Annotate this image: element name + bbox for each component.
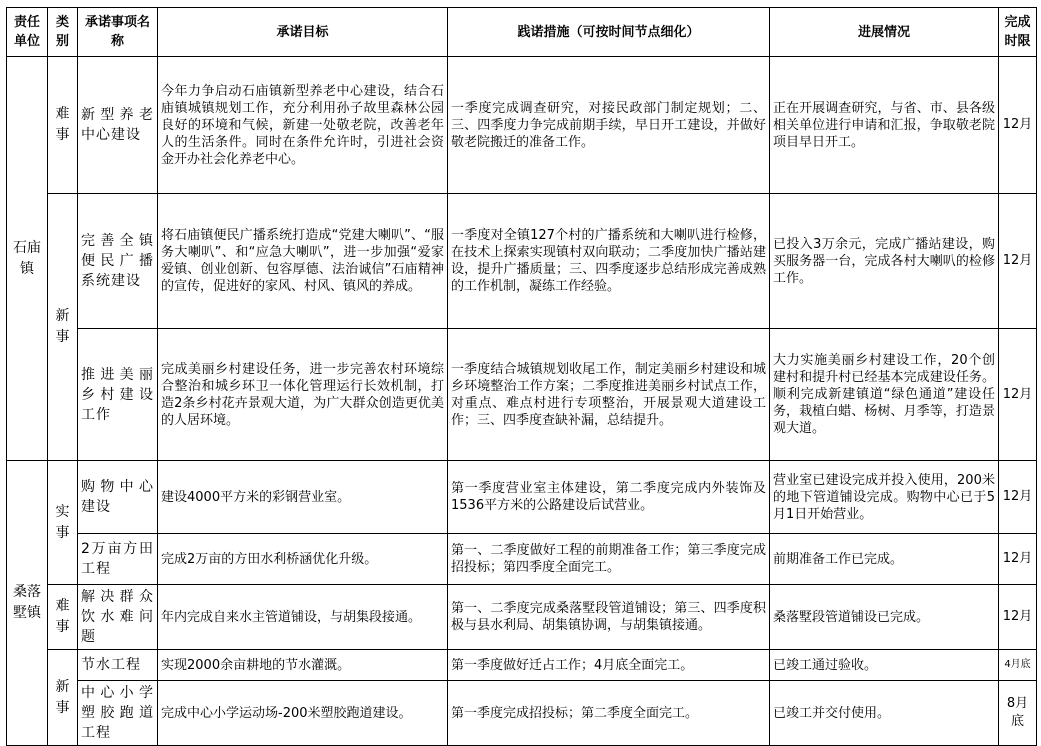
item-name: 中心小学塑胶跑道工程 [78, 681, 158, 746]
category-cell: 实事 [48, 461, 78, 585]
table-row [7, 585, 1037, 650]
measures-cell: 第一、二季度做好工程的前期准备工作；第三季度完成招投标；第四季度全面完工。 [448, 534, 770, 585]
header-measures: 践诺措施（可按时间节点细化） [448, 8, 770, 57]
header-goal: 承诺目标 [158, 8, 448, 57]
measures-cell: 一季度对全镇127个村的广播系统和大喇叭进行检修，在技术上探索实现镇村双向联动；二季度加快广播站建设，提升广播质量；三、四季度逐步总结形成完善成熟的工作机制，凝练工作经验。 [448, 194, 770, 329]
measures-cell: 第一季度完成招投标；第二季度全面完工。 [448, 681, 770, 746]
header-unit: 责任单位 [7, 8, 48, 57]
item-name: 新型养老中心建设 [78, 57, 158, 194]
category-cell: 难事 [48, 585, 78, 650]
category-cell: 难事 [48, 57, 78, 194]
item-name: 解决群众饮水难问题 [78, 585, 158, 650]
unit-cell: 桑落墅镇 [7, 461, 48, 746]
deadline-cell: 12月 [999, 329, 1037, 461]
measures-cell: 第一季度做好迁占工作；4月底全面完工。 [448, 650, 770, 681]
item-name: 推进美丽乡村建设工作 [78, 329, 158, 461]
goal-cell: 完成中心小学运动场-200米塑胶跑道建设。 [158, 681, 448, 746]
goal-cell: 年内完成自来水主管道铺设，与胡集段接通。 [158, 585, 448, 650]
measures-cell: 第一季度营业室主体建设，第二季度完成内外装饰及1536平方米的公路建设后试营业。 [448, 461, 770, 534]
deadline-cell: 12月 [999, 57, 1037, 194]
goal-cell: 实现2000余亩耕地的节水灌溉。 [158, 650, 448, 681]
commitment-table [6, 7, 1037, 746]
header-row [7, 8, 1037, 57]
item-name: 完善全镇便民广播系统建设 [78, 194, 158, 329]
item-name: 购物中心建设 [78, 461, 158, 534]
table-row [7, 194, 1037, 329]
deadline-cell: 12月 [999, 194, 1037, 329]
deadline-cell: 8月底 [999, 681, 1037, 746]
header-item: 承诺事项名称 [78, 8, 158, 57]
table-row [7, 650, 1037, 681]
table-row [7, 681, 1037, 746]
header-category: 类别 [48, 8, 78, 57]
progress-cell: 已竣工并交付使用。 [770, 681, 999, 746]
deadline-cell: 12月 [999, 461, 1037, 534]
item-name: 2万亩方田工程 [78, 534, 158, 585]
deadline-cell: 12月 [999, 585, 1037, 650]
table-row [7, 329, 1037, 461]
goal-cell: 今年力争启动石庙镇新型养老中心建设，结合石庙镇城镇规划工作，充分利用孙子故里森林公园良好的环境和气候，新建一处敬老院，改善老年人的生活条件。同时在条件允许时，引进社会资金开办社会化养老中心。 [158, 57, 448, 194]
goal-cell: 建设4000平方米的彩钢营业室。 [158, 461, 448, 534]
category-cell: 新事 [48, 194, 78, 461]
progress-cell: 已竣工通过验收。 [770, 650, 999, 681]
goal-cell: 完成美丽乡村建设任务，进一步完善农村环境综合整治和城乡环卫一体化管理运行长效机制，打造2条乡村花卉景观大道，为广大群众创造更优美的人居环境。 [158, 329, 448, 461]
goal-cell: 完成2万亩的方田水利桥涵优化升级。 [158, 534, 448, 585]
measures-cell: 一季度结合城镇规划收尾工作，制定美丽乡村建设和城乡环境整治工作方案；二季度推进美丽乡村试点工作，对重点、难点村进行专项整治，开展景观大道建设工作；三、四季度查缺补漏，总结提升。 [448, 329, 770, 461]
unit-cell: 石庙镇 [7, 57, 48, 461]
header-progress: 进展情况 [770, 8, 999, 57]
deadline-cell: 4月底 [999, 650, 1037, 681]
progress-cell: 营业室已建设完成并投入使用，200米的地下管道铺设完成。购物中心已于5月1日开始营业。 [770, 461, 999, 534]
measures-cell: 第一、二季度完成桑落墅段管道铺设；第三、四季度积极与县水利局、胡集镇协调，与胡集镇接通。 [448, 585, 770, 650]
progress-cell: 桑落墅段管道铺设已完成。 [770, 585, 999, 650]
category-cell: 新事 [48, 650, 78, 746]
table-row [7, 534, 1037, 585]
progress-cell: 正在开展调查研究，与省、市、县各级相关单位进行申请和汇报，争取敬老院项目早日开工。 [770, 57, 999, 194]
deadline-cell: 12月 [999, 534, 1037, 585]
measures-cell: 一季度完成调查研究，对接民政部门制定规划；二、三、四季度力争完成前期手续，早日开工建设，并做好敬老院搬迁的准备工作。 [448, 57, 770, 194]
header-deadline: 完成时限 [999, 8, 1037, 57]
goal-cell: 将石庙镇便民广播系统打造成“党建大喇叭”、“服务大喇叭”、和“应急大喇叭”，进一步加强“爱家爱镇、创业创新、包容厚德、法治诚信”石庙精神的宣传，促进好的家风、村风、镇风的养成。 [158, 194, 448, 329]
progress-cell: 已投入3万余元，完成广播站建设，购买服务器一台，完成各村大喇叭的检修工作。 [770, 194, 999, 329]
progress-cell: 大力实施美丽乡村建设工作，20个创建村和提升村已经基本完成建设任务。顺利完成新建镇道“绿色通道”建设任务，栽植白蜡、杨树、月季等，打造景观大道。 [770, 329, 999, 461]
progress-cell: 前期准备工作已完成。 [770, 534, 999, 585]
table-row [7, 57, 1037, 194]
item-name: 节水工程 [78, 650, 158, 681]
table-row [7, 461, 1037, 534]
